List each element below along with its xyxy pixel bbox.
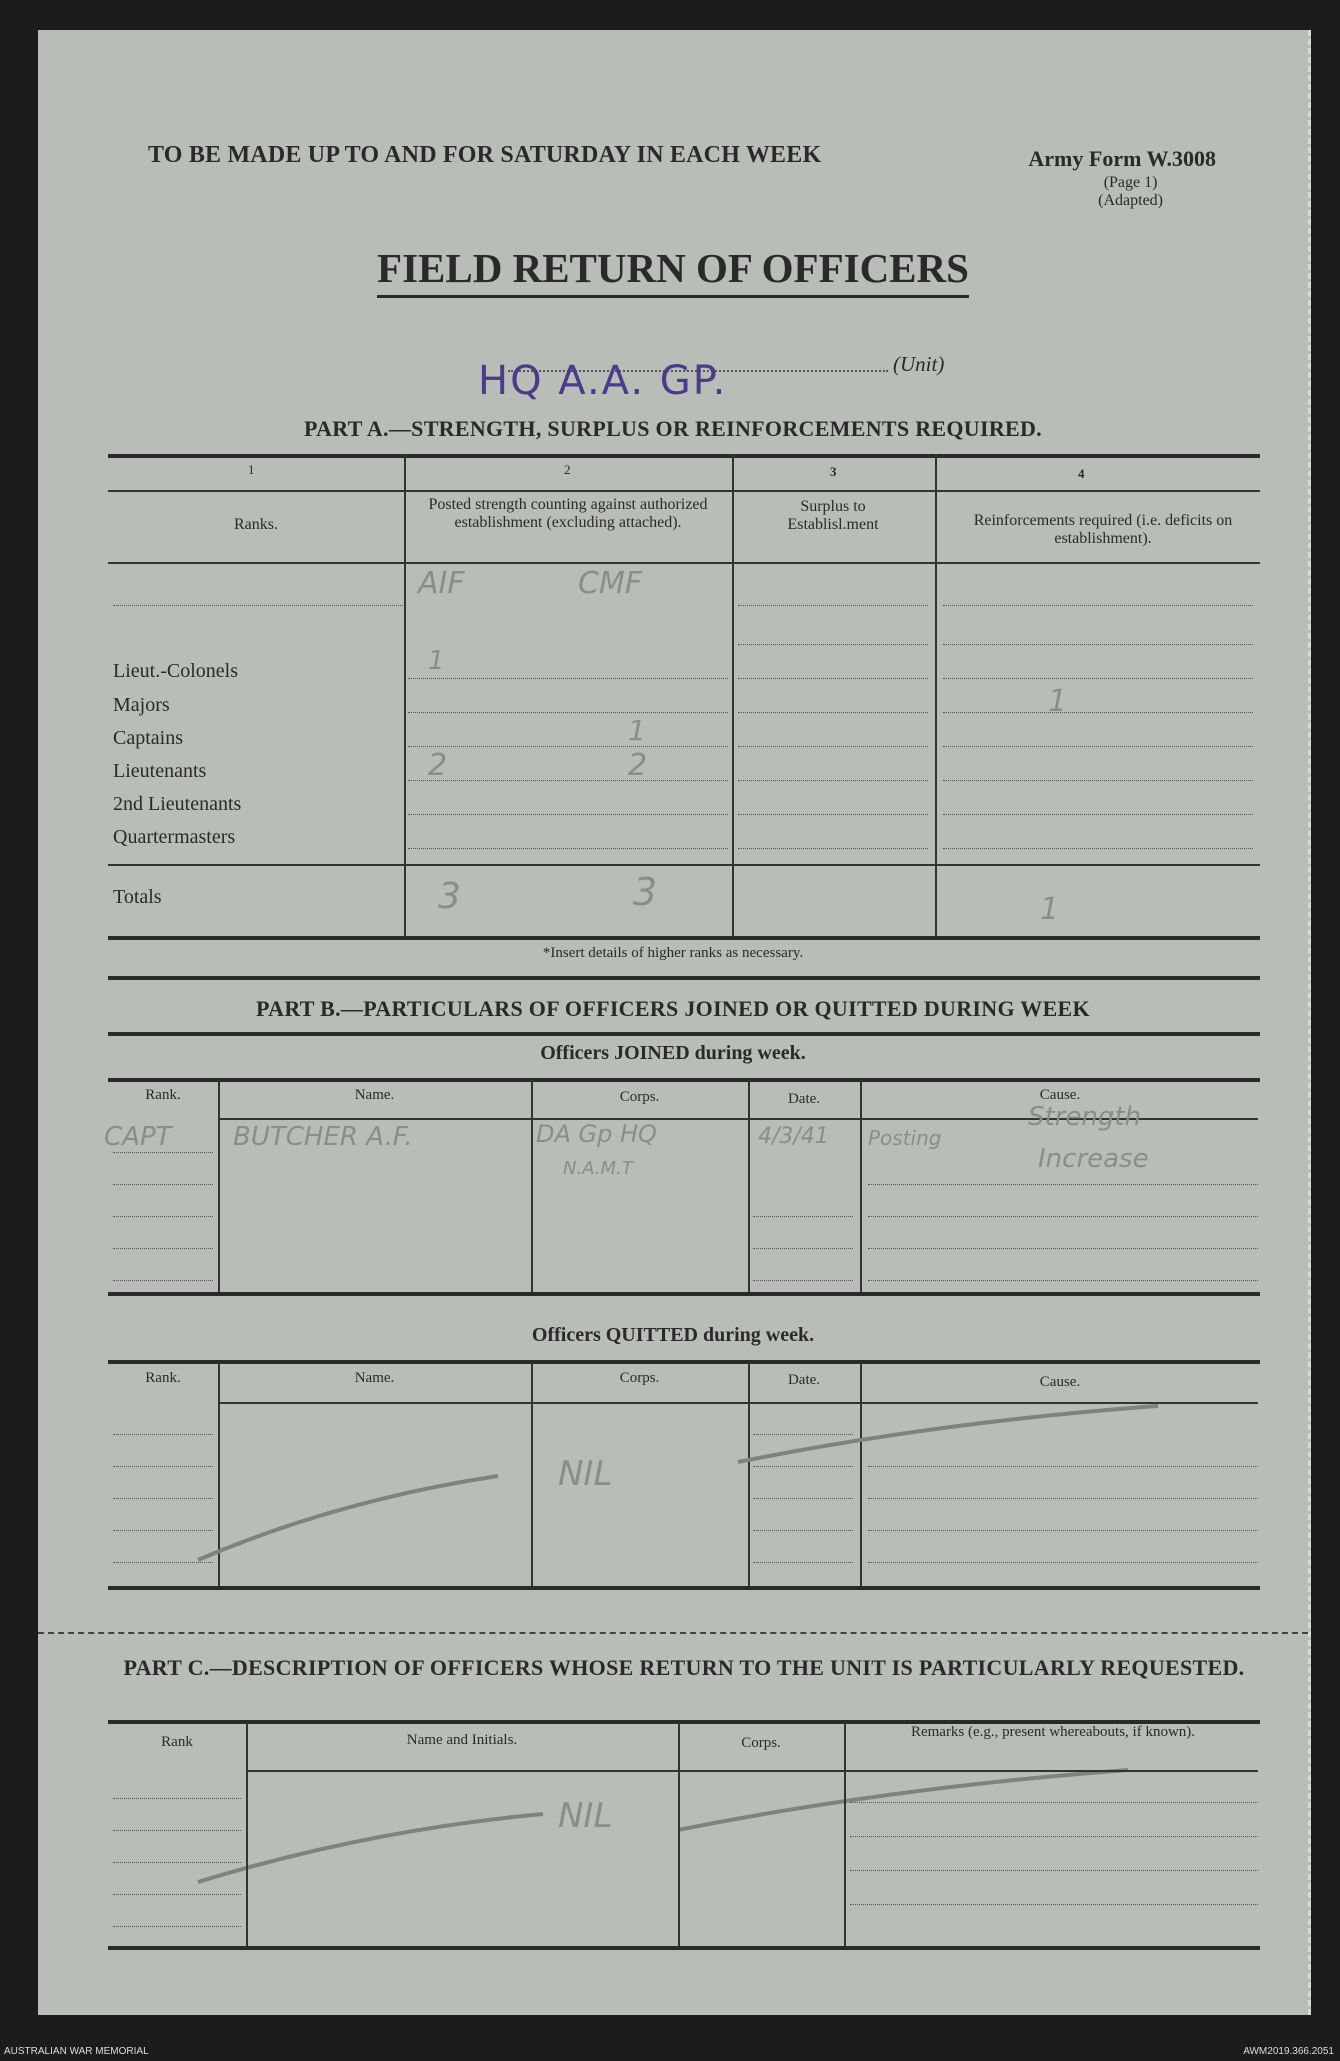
rank-majors: Majors	[113, 694, 170, 716]
joined-corps: DA Gp HQ	[536, 1120, 657, 1148]
joined-date-header: Date.	[787, 1091, 821, 1107]
joined-corps-note: N.A.M.T	[563, 1158, 633, 1179]
rank-2nd-lieutenants: 2nd Lieutenants	[113, 793, 242, 815]
captains-cmf: 1	[628, 714, 646, 747]
joined-rank: CAPT	[104, 1122, 172, 1152]
rank-lieut-colonels: Lieut.-Colonels	[113, 660, 238, 682]
majors-reinforcements: 1	[1048, 684, 1068, 719]
quitted-nil-entry: NIL	[558, 1454, 613, 1494]
joined-corps-header: Corps.	[619, 1089, 660, 1105]
joined-cause-note-1: Strength	[1028, 1102, 1142, 1132]
part-a-title: PART A.—STRENGTH, SURPLUS OR REINFORCEMENTS REQUIRED.	[304, 416, 1042, 441]
posted-strength-header: Posted strength counting against authorized establishment (excluding attached).	[428, 496, 708, 531]
col-number-1: 1	[248, 462, 255, 477]
nil-strike-lines	[38, 30, 1308, 2015]
col-number-3: 3	[830, 464, 837, 479]
instruction-text: TO BE MADE UP TO AND FOR SATURDAY IN EACH WEEK	[148, 142, 822, 168]
form-adapted: (Adapted)	[1098, 192, 1163, 209]
quitted-cause-header: Cause.	[1039, 1374, 1081, 1390]
ranks-header: Ranks.	[234, 516, 278, 533]
part-a-footnote: *Insert details of higher ranks as necessary.	[542, 945, 804, 961]
joined-name: BUTCHER A.F.	[233, 1122, 413, 1152]
col-number-4: 4	[1078, 466, 1085, 481]
part-c-corps-header: Corps.	[741, 1735, 781, 1751]
totals-label: Totals	[113, 886, 162, 908]
lieut-colonels-aif: 1	[428, 646, 445, 676]
part-b-title: PART B.—PARTICULARS OF OFFICERS JOINED OR QUITTED DURING WEEK	[256, 996, 1090, 1021]
quitted-rank-header: Rank.	[145, 1370, 181, 1386]
part-c-nil-entry: NIL	[558, 1796, 613, 1836]
page-title: FIELD RETURN OF OFFICERS	[38, 244, 1308, 292]
quitted-corps-header: Corps.	[619, 1370, 660, 1386]
footer-left: AUSTRALIAN WAR MEMORIAL	[4, 2046, 149, 2057]
cmf-subheader: CMF	[578, 566, 643, 601]
form-number: Army Form W.3008	[1028, 146, 1216, 171]
form-page: (Page 1)	[1103, 174, 1158, 191]
form-sheet	[38, 30, 1311, 2015]
quitted-title: Officers QUITTED during week.	[531, 1324, 815, 1346]
joined-cause-header: Cause.	[1039, 1087, 1081, 1103]
joined-date: 4/3/41	[758, 1124, 829, 1149]
totals-cmf: 3	[633, 870, 658, 914]
col-number-2: 2	[564, 462, 571, 477]
joined-title: Officers JOINED during week.	[540, 1042, 806, 1064]
rank-lieutenants: Lieutenants	[113, 760, 207, 782]
quitted-date-header: Date.	[787, 1372, 821, 1388]
part-c-rank-header: Rank	[161, 1734, 193, 1750]
joined-rank-header: Rank.	[145, 1087, 181, 1103]
joined-name-header: Name.	[354, 1087, 395, 1103]
quitted-name-header: Name.	[354, 1370, 395, 1386]
surplus-header: Surplus to Establisl.ment	[787, 498, 879, 533]
aif-subheader: AIF	[418, 566, 465, 601]
joined-cause: Posting	[868, 1126, 942, 1150]
rank-captains: Captains	[113, 727, 183, 749]
rank-quartermasters: Quartermasters	[113, 826, 236, 848]
part-c-name-header: Name and Initials.	[406, 1732, 518, 1748]
reinforcements-header: Reinforcements required (i.e. deficits on establishment).	[973, 512, 1233, 547]
part-c-title: PART C.—DESCRIPTION OF OFFICERS WHOSE RETURN TO THE UNIT IS PARTICULARLY REQUESTED.	[123, 1655, 1245, 1680]
joined-cause-note-2: Increase	[1038, 1144, 1149, 1174]
lieutenants-cmf: 2	[628, 748, 648, 783]
totals-reinforcements: 1	[1040, 892, 1060, 927]
perforation-line	[38, 1632, 1308, 1634]
footer-right: AWM2019.366.2051	[1243, 2046, 1334, 2057]
lieutenants-aif: 2	[428, 748, 448, 783]
totals-aif: 3	[438, 876, 461, 917]
unit-stamp: HQ A.A. GP.	[478, 358, 728, 404]
unit-label: (Unit)	[893, 352, 945, 376]
part-c-remarks-header: Remarks (e.g., present whereabouts, if known).	[910, 1724, 1196, 1740]
